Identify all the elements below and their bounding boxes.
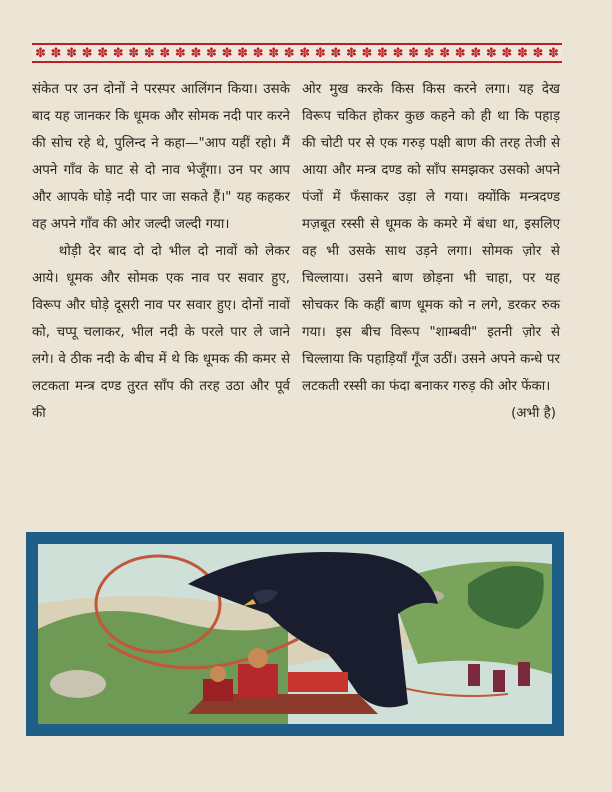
paragraph: ओर मुख करके किस किस करने लगा। यह देख विरूप चकित होकर कुछ कहने को ही था कि पहाड़ की चोटी पर से एक गरुड़ पक्षी बाण की तरह तेजी से आया और मन्त्र दण्ड को साँप समझकर उसको अपने पंजों में फँसाकर उड़ा ले गया। क्योंकि मन्त्रदण्ड मज़बूत रस्सी से धूमक के कमरे में बंधा था, इसलिए वह भी उसके साथ उड़ने लगा। सोमक ज़ोर से चिल्लाया। उसने बाण छोड़ना भी चाहा, पर यह सोचकर कि कहीं बाण धूमक को न लगे, डरकर रुक गया। इस बीच विरूप "शाम्बवी" इतनी ज़ोर से चिल्लाया कि पहाड़ियाँ गूँज उठीं। उसने अपने कन्धे पर लटकती रस्सी का फंदा बनाकर गरुड़ की ओर फेंका।	[302, 82, 560, 394]
continued-label: (अभी है)	[511, 406, 556, 421]
right-text-column	[302, 76, 560, 427]
paragraph: थोड़ी देर बाद दो दो भील दो नावों को लेकर आये। धूमक और सोमक एक नाव पर सवार हुए, विरूप और घोड़े दूसरी नाव पर सवार हुए। दोनों नावों को, चप्पू चलाकर, भील नदी के परले पार ले जाने लगे। वे ठीक नदी के बीच में थे कि धूमक की कमर से लटकता मन्त्र दण्ड तुरत साँप की तरह उठा और पूर्व की	[32, 244, 290, 421]
left-text-column	[32, 76, 290, 427]
paragraph: संकेत पर उन दोनों ने परस्पर आलिंगन किया। उसके बाद यह जानकर कि धूमक और सोमक नदी पार करने की सोच रहे थे, पुलिन्द ने कहा—"आप यहीं रहो। मैं अपने गाँव के घाट से दो नाव भेजूँगा। उन पर आप और आपके घोड़े नदी पार जा सकते हैं।" यह कहकर वह अपने गाँव की ओर जल्दी जल्दी गया।	[32, 82, 290, 232]
story-illustration	[26, 532, 564, 736]
eagle-scene-image	[38, 544, 552, 724]
decorative-border: ✽ ✽ ✽ ✽ ✽ ✽ ✽ ✽ ✽ ✽ ✽ ✽ ✽ ✽ ✽ ✽ ✽ ✽ ✽ ✽ ✽ ✽ ✽ ✽ ✽ ✽ ✽ ✽ ✽ ✽ ✽ ✽ ✽ ✽	[32, 43, 562, 63]
